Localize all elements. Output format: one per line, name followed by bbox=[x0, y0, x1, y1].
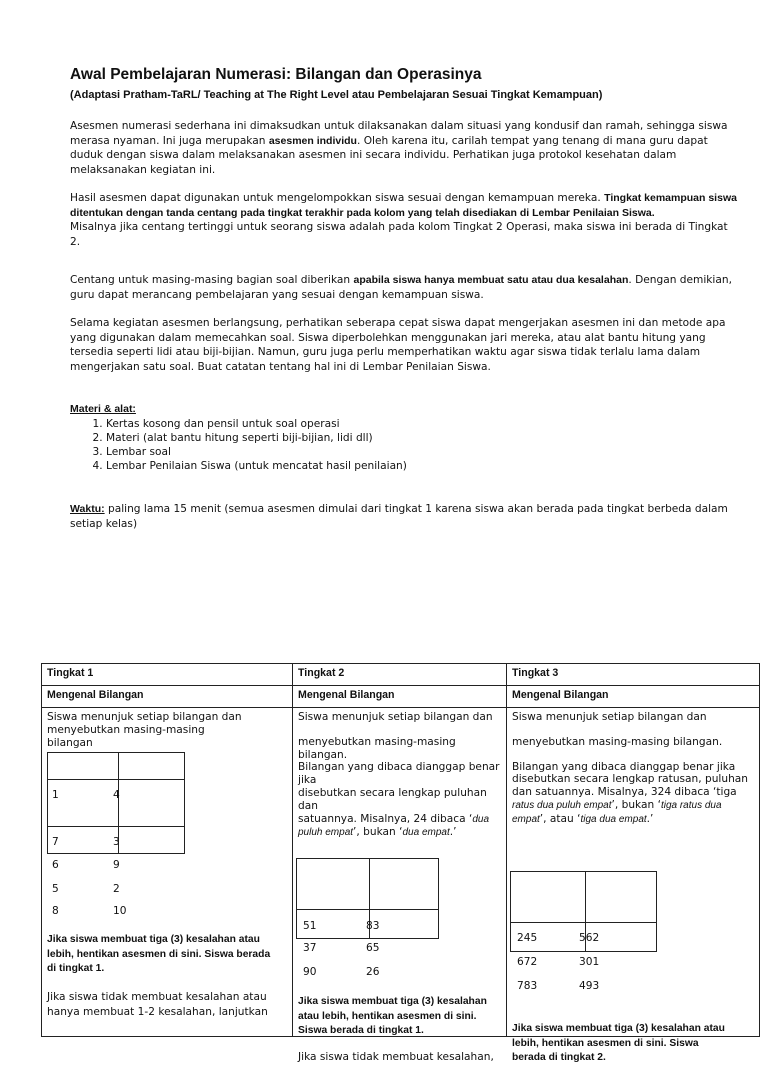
level-3-desc-line: Bilangan yang dibaca dianggap benar jika bbox=[512, 760, 736, 773]
level-1-continue-note: Jika siswa tidak membuat kesalahan atau hanya membuat 1-2 kesalahan, lanjutkan bbox=[47, 991, 268, 1018]
level-3-example-wrong: tiga ratus dua empat bbox=[512, 799, 722, 825]
level-3-desc-text: ’, bukan ‘ bbox=[611, 798, 661, 811]
number-item: 37 bbox=[303, 942, 317, 954]
number-item: 9 bbox=[113, 859, 120, 871]
number-item: 3 bbox=[113, 836, 120, 848]
number-item: 7 bbox=[52, 836, 59, 848]
level-3-desc-text: .’ bbox=[646, 812, 654, 825]
time-paragraph bbox=[70, 502, 738, 531]
level-1-header: Tingkat 1 bbox=[42, 664, 293, 686]
time-label: Waktu: bbox=[70, 503, 105, 515]
level-3-desc-text: ’, atau ‘ bbox=[539, 812, 581, 825]
paragraph-checkmark bbox=[70, 273, 738, 302]
number-item: 10 bbox=[113, 905, 127, 917]
number-item: 26 bbox=[366, 966, 380, 978]
level-3-desc-line bbox=[512, 799, 754, 827]
number-item: 8 bbox=[52, 905, 59, 917]
number-item: 562 bbox=[579, 932, 600, 944]
level-3-content bbox=[507, 708, 760, 1063]
level-2-desc-line: disebutkan secara lengkap puluhan dan bbox=[298, 786, 487, 812]
materials-item: 1. Kertas kosong dan pensil untuk soal operasi bbox=[106, 417, 738, 431]
level-2-desc-text: .’ bbox=[449, 826, 457, 839]
paragraph-intro bbox=[70, 119, 738, 177]
number-item: 493 bbox=[579, 980, 600, 992]
paragraph-intro-bold: asesmen individu bbox=[268, 134, 357, 147]
paragraph-intro-text-c: . Oleh karena itu, carilah tempat yang tenang di mana guru dapat duduk dengan siswa dalam melaksanakan asesmen ini secara individu. Perhatikan juga protokol kesehatan dalam melaksanakan kegiatan ini. bbox=[70, 134, 708, 176]
level-3-stop-note: Jika siswa membuat tiga (3) kesalahan atau lebih, hentikan asesmen di sini. Siswa berada di tingkat 2. bbox=[512, 1023, 725, 1063]
level-2-header: Tingkat 2 bbox=[293, 664, 507, 686]
materials-list bbox=[70, 417, 738, 474]
level-1-subheader: Mengenal Bilangan bbox=[42, 686, 293, 708]
paragraph-intro-text-a: Asesmen numerasi sederhana ini dimaksudkan untuk dilaksanakan dalam situasi yang kondusif dan ramah, sehingga siswa merasa nyaman. Ini juga merupakan bbox=[70, 120, 728, 147]
number-item: 5 bbox=[52, 883, 59, 895]
paragraph-results bbox=[70, 191, 738, 249]
level-3-example-wrong: tiga dua empat bbox=[580, 813, 647, 825]
number-item: 83 bbox=[366, 920, 380, 932]
level-2-desc-line: Siswa menunjuk setiap bilangan dan bbox=[298, 711, 493, 723]
number-item: 65 bbox=[366, 942, 380, 954]
materials-item: 4. Lembar Penilaian Siswa (untuk mencatat hasil penilaian) bbox=[106, 459, 738, 473]
number-item: 301 bbox=[579, 956, 600, 968]
level-3-desc-line: menyebutkan masing-masing bilangan. bbox=[512, 735, 723, 748]
level-3-desc-line: disebutkan secara lengkap ratusan, puluhan bbox=[512, 773, 749, 786]
level-3-desc-line: Siswa menunjuk setiap bilangan dan bbox=[512, 711, 707, 723]
level-2-stop-note: Jika siswa membuat tiga (3) kesalahan atau lebih, hentikan asesmen di sini. Siswa berada di tingkat 1. bbox=[298, 996, 487, 1036]
level-3-desc-line: dan satuannya. Misalnya, 324 dibaca ‘tiga bbox=[512, 786, 737, 799]
number-item: 783 bbox=[517, 980, 538, 992]
number-item: 2 bbox=[113, 883, 120, 895]
number-item: 672 bbox=[517, 956, 538, 968]
level-2-continue-note: Jika siswa tidak membuat kesalahan, bbox=[298, 1051, 494, 1063]
paragraph-results-text-a: Hasil asesmen dapat digunakan untuk mengelompokkan siswa sesuai dengan kemampuan mereka. bbox=[70, 192, 605, 204]
time-text: paling lama 15 menit (semua asesmen dimulai dari tingkat 1 karena siswa akan berada pada tingkat berbeda dalam setiap kelas) bbox=[70, 503, 728, 530]
paragraph-observation: Selama kegiatan asesmen berlangsung, perhatikan seberapa cepat siswa dapat mengerjakan asesmen ini dan metode apa yang digunakan dalam memecahkan soal. Siswa diperbolehkan menggunakan jari mereka, atau alat bantu hitung yang tersedia seperti lidi atau biji-bijian. Namun, guru juga perlu memperhatikan waktu agar siswa tidak terlalu lama dalam mengerjakan satu soal. Buat catatan tentang hal ini di Lembar Penilaian Siswa. bbox=[70, 317, 726, 373]
level-2-desc-line: Bilangan yang dibaca dianggap benar jika bbox=[298, 761, 500, 787]
level-2-content bbox=[293, 708, 507, 1063]
paragraph-results-bold: Tingkat kemampuan siswa ditentukan dengan tanda centang pada tingkat terakhir pada kolom yang telah disediakan di Lembar Penilaian Siswa. bbox=[70, 192, 737, 219]
materials-heading: Materi & alat: bbox=[70, 403, 136, 415]
level-2-desc-line bbox=[298, 813, 501, 841]
level-3-example-correct: ratus dua puluh empat bbox=[512, 799, 612, 811]
number-item: 90 bbox=[303, 966, 317, 978]
paragraph-checkmark-bold: apabila siswa hanya membuat satu atau dua kesalahan bbox=[353, 274, 629, 286]
materials-item: 2. Materi (alat bantu hitung seperti biji-bijian, lidi dll) bbox=[106, 431, 738, 445]
paragraph-checkmark-text-a: Centang untuk masing-masing bagian soal diberikan bbox=[70, 274, 354, 286]
level-1-description: Siswa menunjuk setiap bilangan dan menyebutkan masing-masing bilangan bbox=[47, 711, 242, 749]
page-title: Awal Pembelajaran Numerasi: Bilangan dan Operasinya bbox=[70, 66, 482, 83]
paragraph-results-text-c: Misalnya jika centang tertinggi untuk seorang siswa adalah pada kolom Tingkat 2 Operasi, maka siswa ini berada di Tingkat 2. bbox=[70, 221, 728, 248]
level-2-example-wrong: dua empat bbox=[402, 827, 450, 839]
level-3-header: Tingkat 3 bbox=[507, 664, 760, 686]
paragraph-checkmark-text-c: . Dengan demikian, guru dapat merancang pembelajaran yang sesuai dengan kemampuan siswa. bbox=[70, 274, 732, 301]
number-item: 245 bbox=[517, 932, 538, 944]
level-2-example-correct: dua puluh empat bbox=[298, 813, 490, 839]
materials-section bbox=[70, 402, 738, 474]
page-subtitle: (Adaptasi Pratham-TaRL/ Teaching at The Right Level atau Pembelajaran Sesuai Tingkat Kemampuan) bbox=[70, 89, 603, 101]
number-item: 51 bbox=[303, 920, 317, 932]
level-2-desc-line: menyebutkan masing-masing bilangan. bbox=[298, 735, 456, 761]
materials-item: 3. Lembar soal bbox=[106, 445, 738, 459]
number-item: 4 bbox=[113, 789, 120, 801]
level-2-desc-text: ’, bukan ‘ bbox=[353, 826, 403, 839]
levels-table bbox=[41, 663, 760, 1063]
level-1-content bbox=[42, 708, 293, 1037]
level-1-stop-note: Jika siswa membuat tiga (3) kesalahan atau lebih, hentikan asesmen di sini. Siswa berada di tingkat 1. bbox=[47, 934, 271, 974]
level-2-desc-text: satuannya. Misalnya, 24 dibaca ‘ bbox=[298, 812, 473, 825]
number-item: 6 bbox=[52, 859, 59, 871]
level-3-subheader: Mengenal Bilangan bbox=[507, 686, 760, 708]
number-item: 1 bbox=[52, 789, 59, 801]
level-2-subheader: Mengenal Bilangan bbox=[293, 686, 507, 708]
